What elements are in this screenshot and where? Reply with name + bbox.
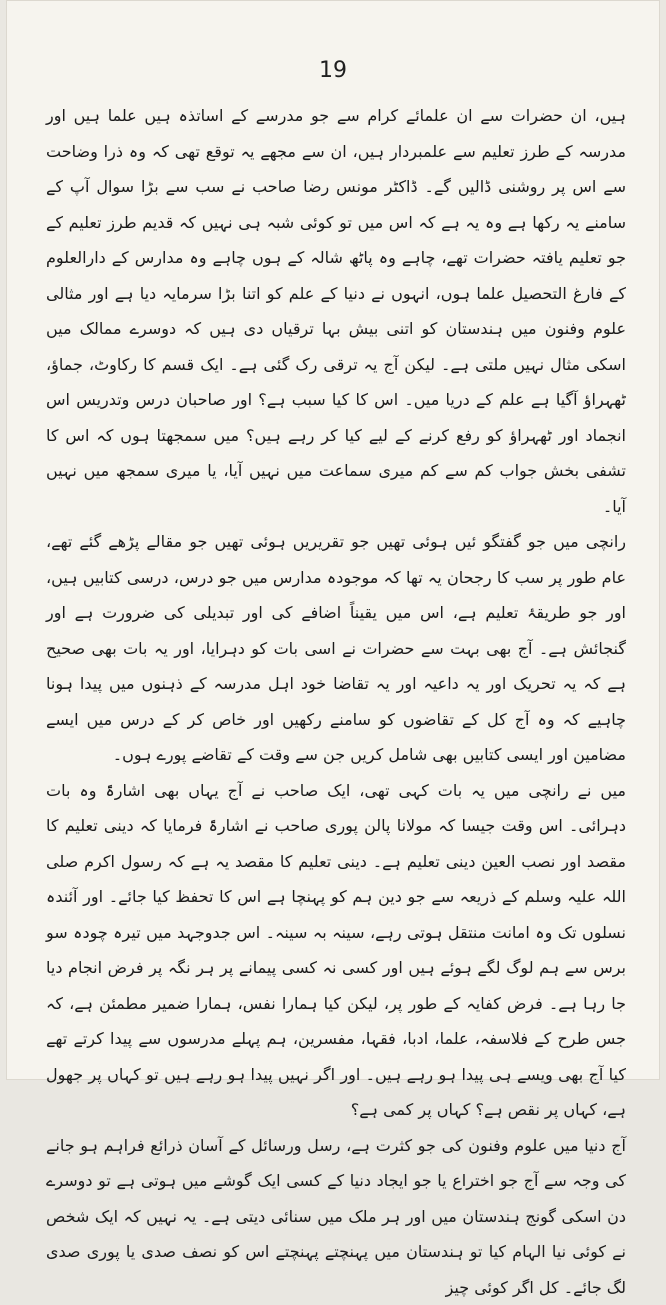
paragraph-1: ہیں، ان حضرات سے ان علمائے کرام سے جو مدرسے کے اساتذہ ہیں علما ہیں اور مدرسہ کے طرز تعلیم سے علمبردار ہیں، ان سے مجھے یہ توقع تھی کہ وہ ذرا وضاحت سے اس پر روشنی ڈالیں گے۔ ڈاکٹر مونس رضا صاحب نے سب سے بڑا سوال آپ کے سامنے یہ رکھا ہے وہ یہ ہے کہ اس میں تو کوئی شبہ ہی نہیں کہ قدیم طرز تعلیم کے جو تعلیم یافتہ حضرات تھے، چاہے وہ پاٹھ شالہ کے ہوں چاہے وہ مدارس کے دارالعلوم کے فارغ التحصیل علما ہوں، انہوں نے دنیا کے علم کو اتنا بڑا سرمایہ دیا ہے اور مثالی علوم وفنون میں ہندستان کو اتنی بیش بہا ترقیاں دی ہیں کہ دوسرے ممالک میں اسکی مثال نہیں ملتی ہے۔ لیکن آج یہ ترقی رک گئی ہے۔ ایک قسم کا رکاوٹ، جماؤ، ٹھہراؤ آگیا ہے علم کے دریا میں۔ اس کا کیا سبب ہے؟ اور صاحبان درس وتدریس اس انجماد اور ٹھہراؤ کو رفع کرنے کے لیے کیا کر رہے ہیں؟ میں سمجھتا ہوں کہ اس کا تشفی بخش جواب کم سے کم میری سماعت میں نہیں آیا، یا میری سمجھ میں نہیں آیا۔	[46, 98, 626, 524]
paragraph-2: رانچی میں جو گفتگو ئیں ہوئی تھیں جو تقریریں ہوئی تھیں جو مقالے پڑھے گئے تھے، عام طور پر سب کا رجحان یہ تھا کہ موجودہ مدارس میں جو درس، درسی کتابیں ہیں، اور جو طریقۂ تعلیم ہے، اس میں یقیناً اضافے کی اور تبدیلی کی ضرورت ہے اور گنجائش ہے۔ آج بھی بہت سے حضرات نے اسی بات کو دہرایا، اور یہ بات بھی صحیح ہے کہ یہ تحریک اور یہ داعیہ اور یہ تقاضا خود اہل مدرسہ کے ذہنوں میں پیدا ہونا چاہیے کہ وہ آج کل کے تقاضوں کو سامنے رکھیں اور خاص کر کے درس میں ایسے مضامین اور ایسی کتابیں بھی شامل کریں جن سے وقت کے تقاضے پورے ہوں۔	[46, 524, 626, 773]
page-number: 19	[6, 58, 660, 83]
book-page	[6, 0, 660, 1080]
body-text	[46, 98, 626, 1305]
paragraph-4: آج دنیا میں علوم وفنون کی جو کثرت ہے، رسل ورسائل کے آسان ذرائع فراہم ہو جانے کی وجہ سے آج جو اختراع یا جو ایجاد دنیا کے کسی ایک گوشے میں ہوتی ہے تو دوسرے دن اسکی گونج ہندستان میں اور ہر ملک میں سنائی دیتی ہے۔ یہ نہیں کہ ایک شخص نے کوئی نیا الہام کیا تو ہندستان میں پہنچتے پہنچتے اس کو نصف صدی یا پوری صدی لگ جائے۔ کل اگر کوئی چیز	[46, 1128, 626, 1305]
paragraph-3: میں نے رانچی میں یہ بات کہی تھی، ایک صاحب نے آج یہاں بھی اشارۃً وہ بات دہرائی۔ اس وقت جیسا کہ مولانا پالن پوری صاحب نے اشارۃً فرمایا کہ دینی تعلیم کا مقصد اور نصب العین دینی تعلیم ہے۔ دینی تعلیم کا مقصد یہ ہے کہ رسول اکرم صلی اللہ علیہ وسلم کے ذریعہ سے جو دین ہم کو پہنچا ہے اس کا تحفظ کیا جائے۔ اور آئندہ نسلوں تک وہ امانت منتقل ہوتی رہے، سینہ بہ سینہ۔ اس جدوجہد میں تیرہ چودہ سو برس سے ہم لوگ لگے ہوئے ہیں اور کسی نہ کسی پیمانے پر ہر نگہ پر فرض انجام دیا جا رہا ہے۔ فرض کفایہ کے طور پر، لیکن کیا ہمارا نفس، ہمارا ضمیر مطمئن ہے، کہ جس طرح کے فلاسفہ، علما، ادبا، فقہا، مفسرین، ہم پہلے مدرسوں سے پیدا کرتے تھے کیا آج بھی ویسے ہی پیدا ہو رہے ہیں۔ اور اگر نہیں پیدا ہو رہے ہیں تو کہاں پر جھول ہے، کہاں پر نقص ہے؟ کہاں پر کمی ہے؟	[46, 773, 626, 1128]
